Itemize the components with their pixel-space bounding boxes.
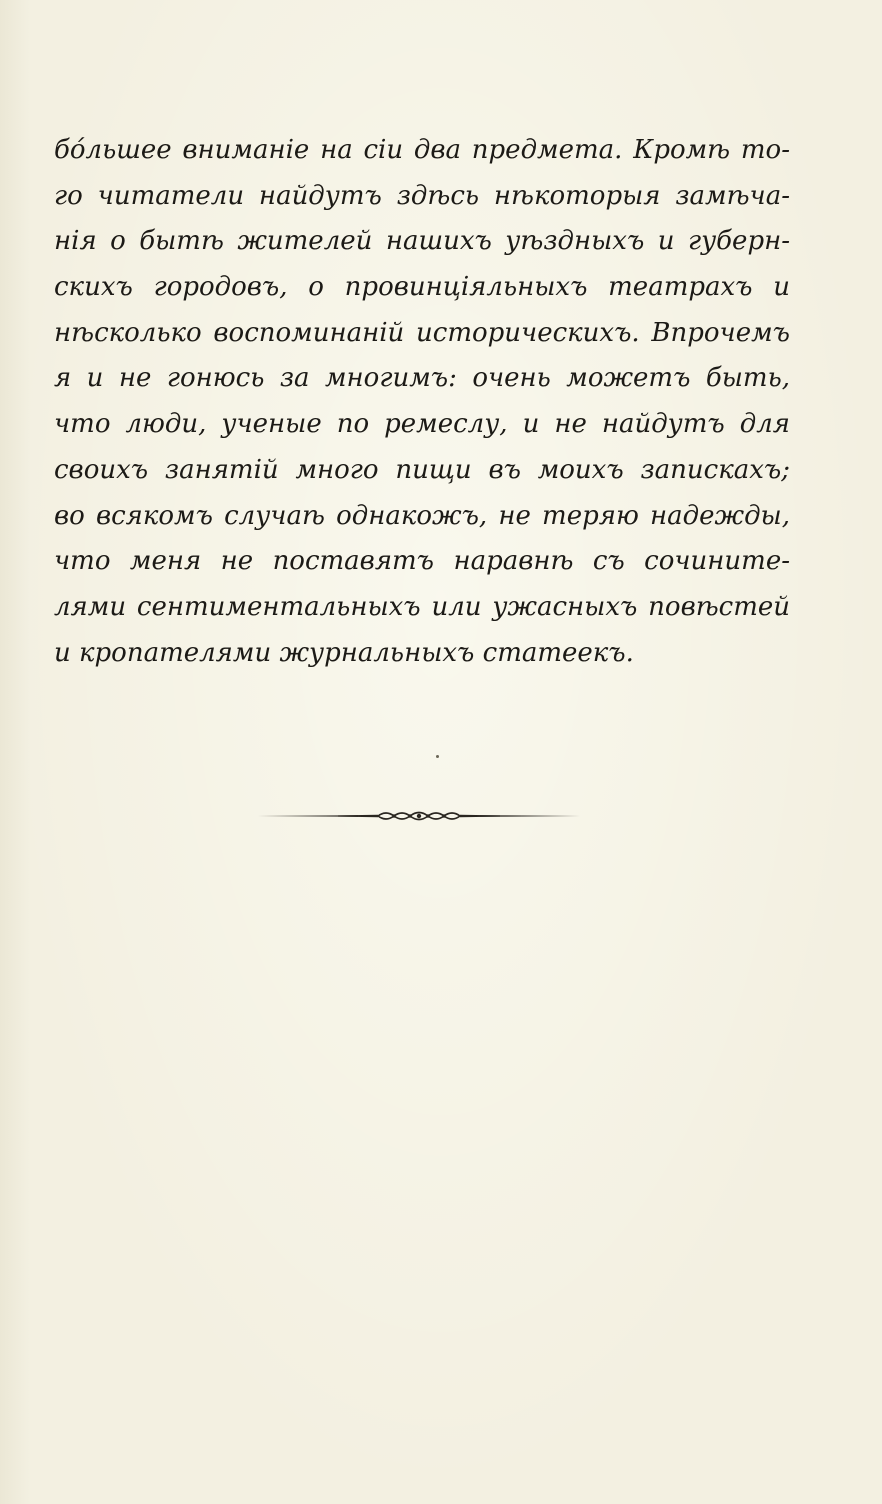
text-line-8: своихъ занятій много пищи въ моихъ запискахъ; <box>54 454 790 485</box>
text-line-6: я и не гонюсь за многимъ: очень можетъ быть, <box>54 363 790 394</box>
text-line-1: бо́льшее вниманіе на сіи два предмета. Кромѣ то- <box>54 135 790 165</box>
text-line-9: во всякомъ случаѣ однакожъ, не теряю надежды, <box>54 500 790 531</box>
text-line-4: скихъ городовъ, о провинціяльныхъ театрахъ и <box>54 272 790 303</box>
text-line-3: нія о бытѣ жителей нашихъ уѣздныхъ и губерн- <box>54 226 790 257</box>
text-line-7: что люди, ученые по ремеслу, и не найдутъ для <box>54 409 790 440</box>
text-line-10: что меня не поставятъ наравнѣ съ сочините- <box>54 546 790 577</box>
text-line-11: лями сентиментальныхъ или ужасныхъ повѣстей <box>54 591 790 622</box>
ink-speck <box>436 755 439 758</box>
text-line-12: и кропателями журнальныхъ статеекъ. <box>54 637 634 668</box>
paragraph <box>54 128 790 676</box>
text-line-5: нѣсколько воспоминаній историческихъ. Впрочемъ <box>54 317 790 348</box>
text-line-2: го читатели найдутъ здѣсь нѣкоторыя замѣча- <box>54 180 790 211</box>
rule-ornament-icon <box>258 808 580 824</box>
